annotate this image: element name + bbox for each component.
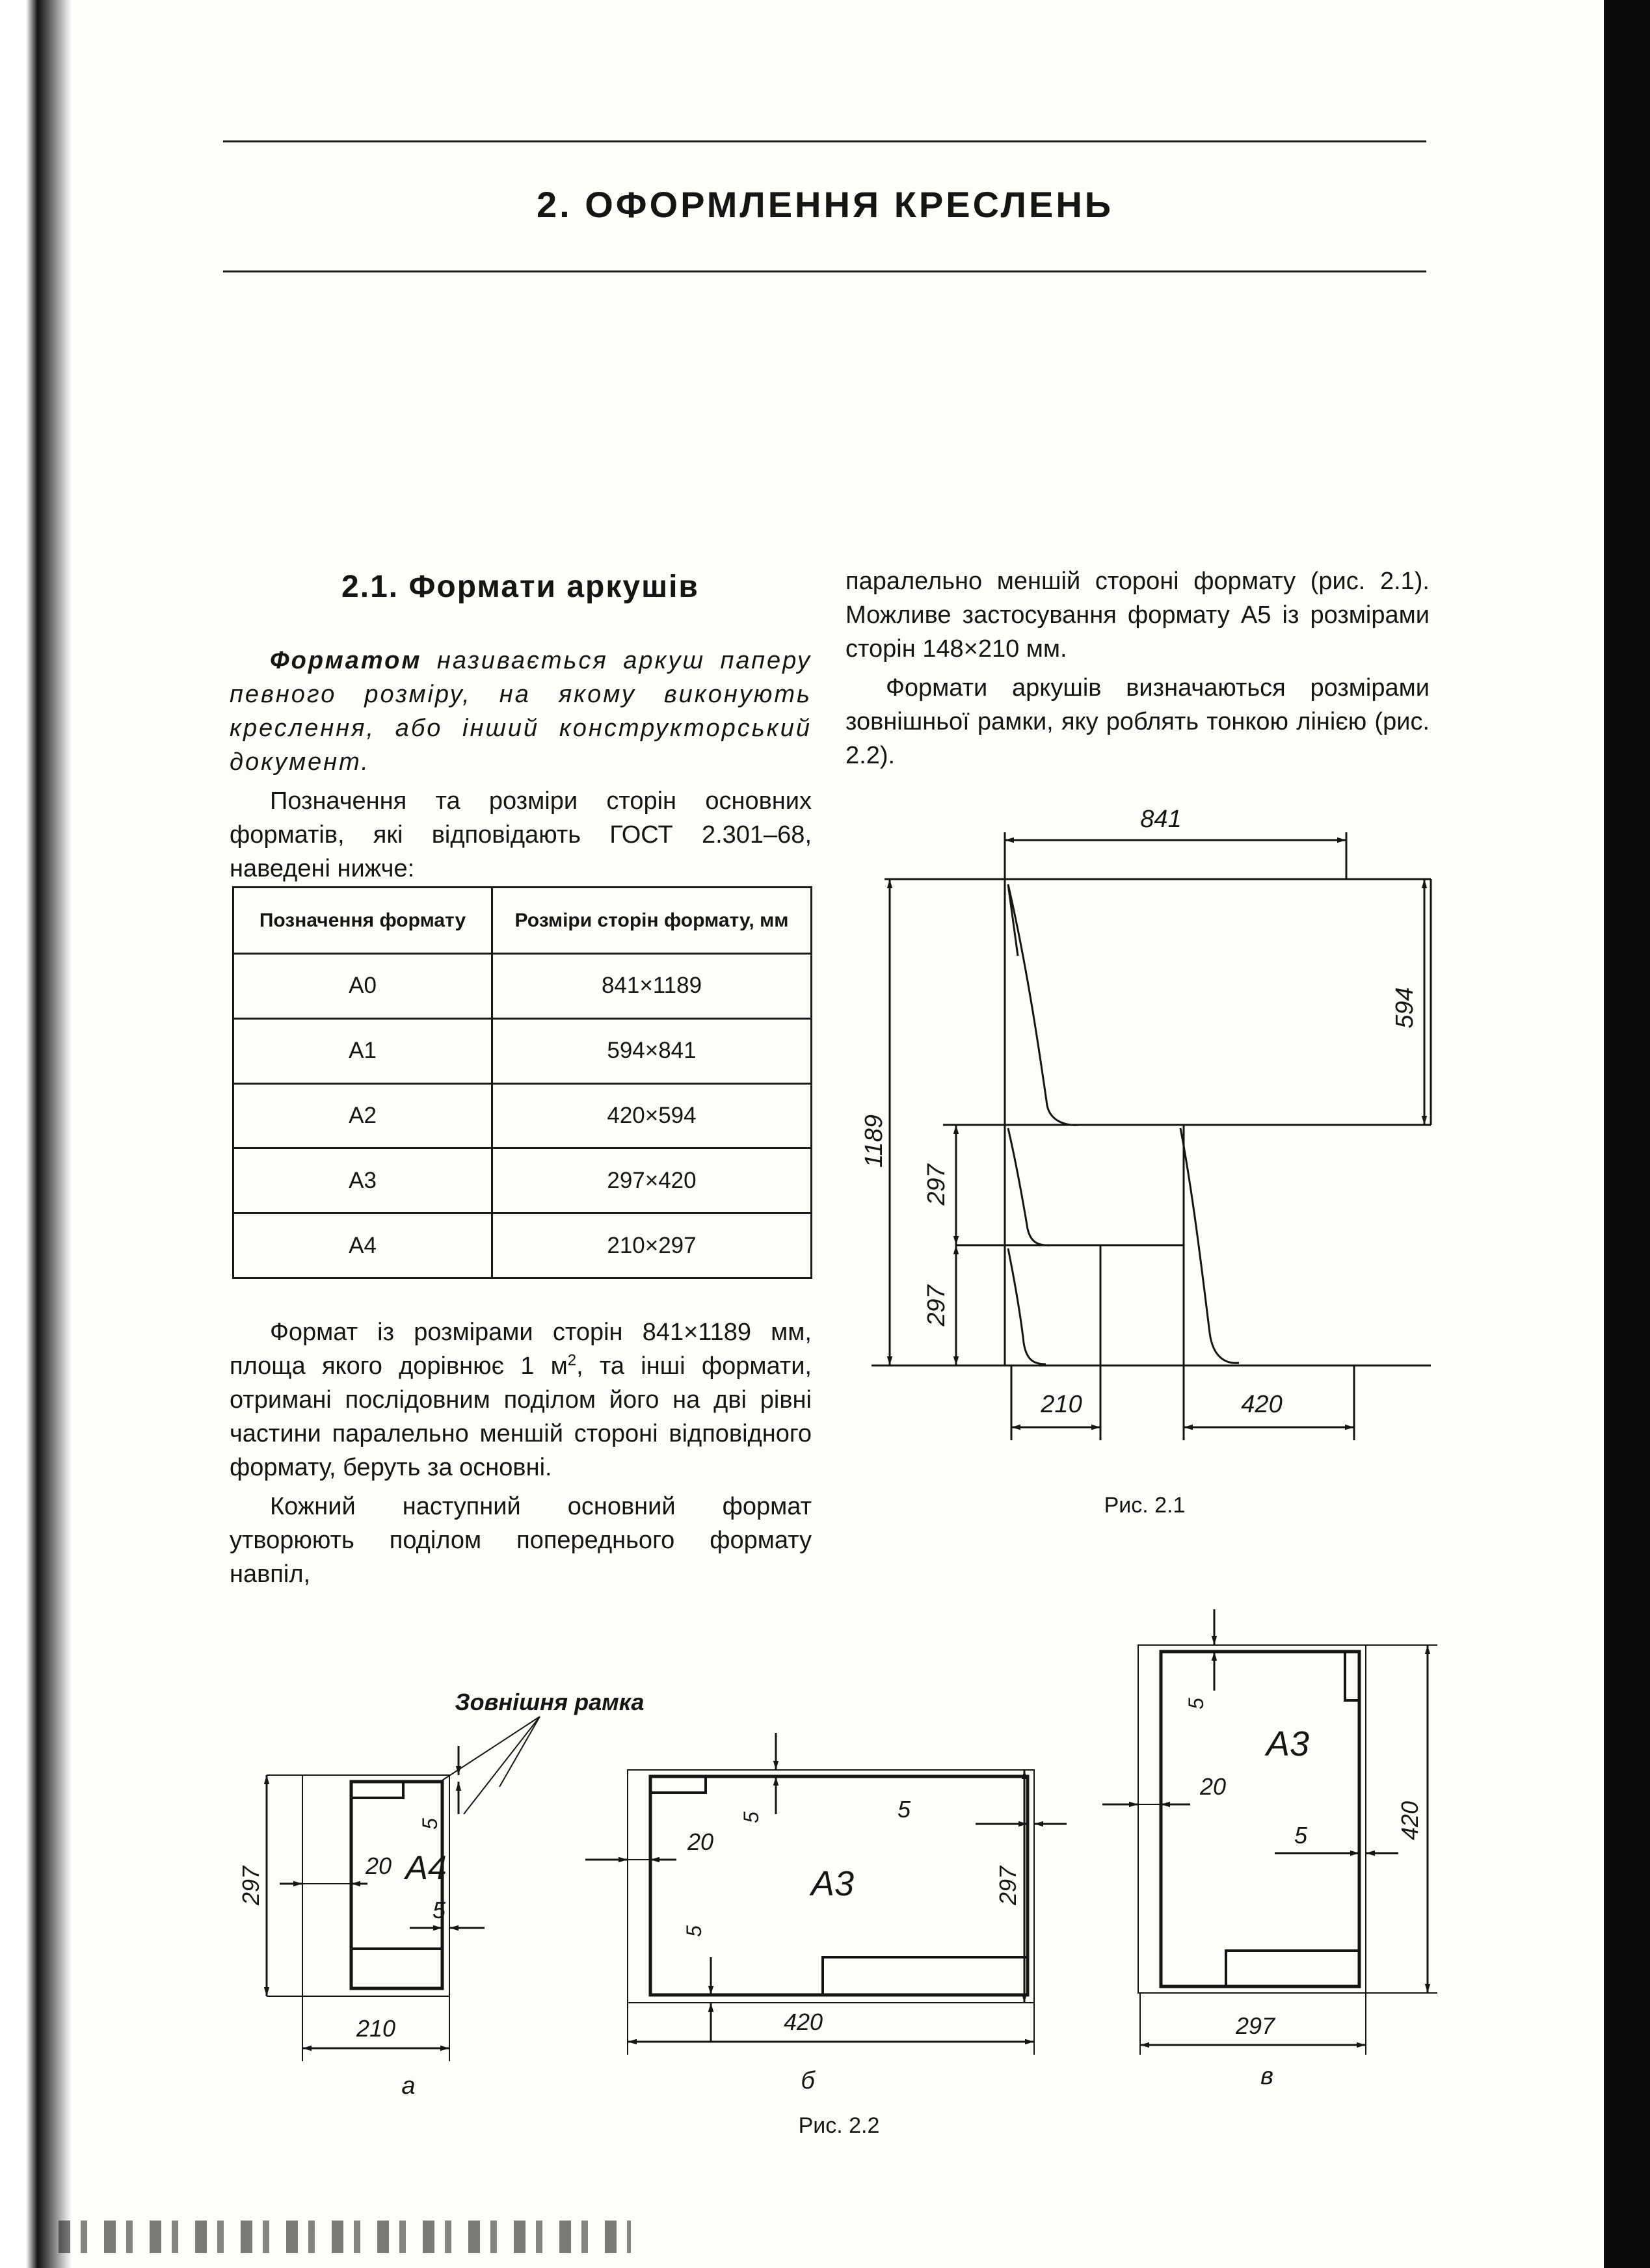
format-size: 594×841 [492,1018,812,1083]
format-designation: A3 [233,1148,492,1213]
formats-table [232,886,812,1279]
format-designation: A0 [233,954,492,1019]
continuation-paragraph: паралельно меншій стороні формату (рис. 2.1). Можливе застосування формату А5 із розмірами сторін 148×210 мм. [845,568,1430,663]
scan-noise-bottom [59,2221,631,2253]
header-rule-top [223,140,1426,142]
superscript: 2 [567,1351,577,1369]
dim-label-297-lower: 297 [923,1285,950,1326]
table-header-designation: Позначення формату [233,888,492,954]
base-formats-block [230,1315,812,1591]
table-row [233,954,812,1019]
format-designation: A4 [233,1213,492,1278]
format-designation: A1 [233,1018,492,1083]
format-size: 841×1189 [492,954,812,1019]
dim-label-594: 594 [1391,987,1418,1029]
dim-label-5-top: 5 [1184,1698,1208,1709]
designations-paragraph: Позначення та розміри сторін основних форматів, які відповідають ГОСТ 2.301–68, наведені нижче: [230,787,812,882]
base-text-2: , та інші формати, отримані послідовним поділом його на дві рівні частини паралельно меншій стороні відповідного формату, беруть за основні. [230,1352,812,1481]
dim-label-420: 420 [1396,1800,1423,1841]
subfigure-label-b: б [801,2067,815,2094]
callout-line [499,1717,540,1787]
dim-label-5-bottom: 5 [682,1925,706,1937]
dim-label-841: 841 [1140,806,1182,833]
chapter-title: 2. ОФОРМЛЕННЯ КРЕСЛЕНЬ [536,184,1114,225]
title-block [351,1949,442,1988]
header-rule-bottom [223,270,1426,272]
intro-block [230,644,812,886]
title-block [1226,1951,1359,1986]
callout-line [464,1717,540,1814]
definition-term: Форматом [270,647,422,674]
dim-label-5-right: 5 [1294,1822,1308,1849]
frame-paragraph: Формати аркушів визначаються розмірами зовнішньої рамки, яку роблять тонкою лінією (рис. 2.2). [845,674,1430,769]
stamp-box [1345,1652,1359,1700]
page-curl [1008,1248,1046,1364]
title-block [823,1957,1028,1995]
page-curl [1008,884,1080,1125]
subfigure-label-a: а [401,2072,416,2100]
format-size: 297×420 [492,1148,812,1213]
figure-2-1 [860,800,1457,1470]
stamp-box [351,1782,403,1798]
stamp-box [650,1776,706,1793]
scan-edge-right [1604,0,1650,2268]
dim-label-297: 297 [237,1866,264,1906]
table-row [233,1018,812,1083]
dim-label-20: 20 [1199,1773,1227,1800]
sheet-label-a4: A4 [405,1849,447,1887]
page-curl [1008,1128,1050,1245]
dim-label-297: 297 [1235,2012,1275,2039]
scan-edge-left [0,0,85,2268]
dim-label-5-top: 5 [739,1812,763,1823]
frame-a3-landscape-group [585,1733,1067,2094]
dim-label-5-right: 5 [897,1796,911,1823]
dim-label-210: 210 [356,2015,396,2042]
dim-label-420: 420 [783,2009,823,2035]
frame-a4-group [237,1689,644,2100]
section-title: 2.1. Формати аркушів [341,570,699,604]
base-text-1: Формат із розмірами сторін 841×1189 мм, площа якого дорівнює 1 м [230,1319,812,1380]
sheet-label-a3: A3 [1266,1724,1310,1763]
next-format-paragraph: Кожний наступний основний формат утворюють поділом попереднього формату навпіл, [230,1493,812,1588]
definition-text: називається аркуш паперу певного розміру, на якому виконують креслення, або інший конструкторський документ. [230,647,812,776]
right-column-text [845,564,1430,772]
format-designation: A2 [233,1083,492,1148]
format-size: 210×297 [492,1213,812,1278]
base-formats-paragraph [230,1315,812,1484]
dim-label-5-right: 5 [432,1897,446,1923]
dim-label-420: 420 [1241,1391,1283,1418]
dim-label-5-top: 5 [418,1818,442,1830]
dim-label-20: 20 [365,1853,392,1879]
frame-a3-portrait-group [1102,1609,1437,2090]
dim-label-1189: 1189 [860,1114,888,1168]
sheet-label-a3: A3 [810,1864,855,1903]
table-header-size: Розміри сторін формату, мм [492,888,812,954]
table-row [233,1213,812,1278]
dim-label-210: 210 [1041,1391,1082,1418]
outer-frame [1138,1645,1366,1993]
definition-paragraph [230,644,812,779]
table-row [233,1148,812,1213]
format-size: 420×594 [492,1083,812,1148]
page-curl [1180,1128,1239,1363]
outer-frame-callout: Зовнішня рамка [455,1689,645,1715]
callout-line [442,1717,540,1780]
table-header-row [233,888,812,954]
dim-label-297-upper: 297 [923,1164,950,1206]
subfigure-label-c: в [1260,2063,1273,2090]
figure-2-1-caption: Рис. 2.1 [1104,1493,1186,1518]
dim-label-297: 297 [994,1866,1021,1906]
dim-label-20: 20 [687,1828,714,1855]
figure-2-2 [228,1600,1463,2107]
figure-2-2-caption: Рис. 2.2 [798,2113,880,2138]
table-row [233,1083,812,1148]
